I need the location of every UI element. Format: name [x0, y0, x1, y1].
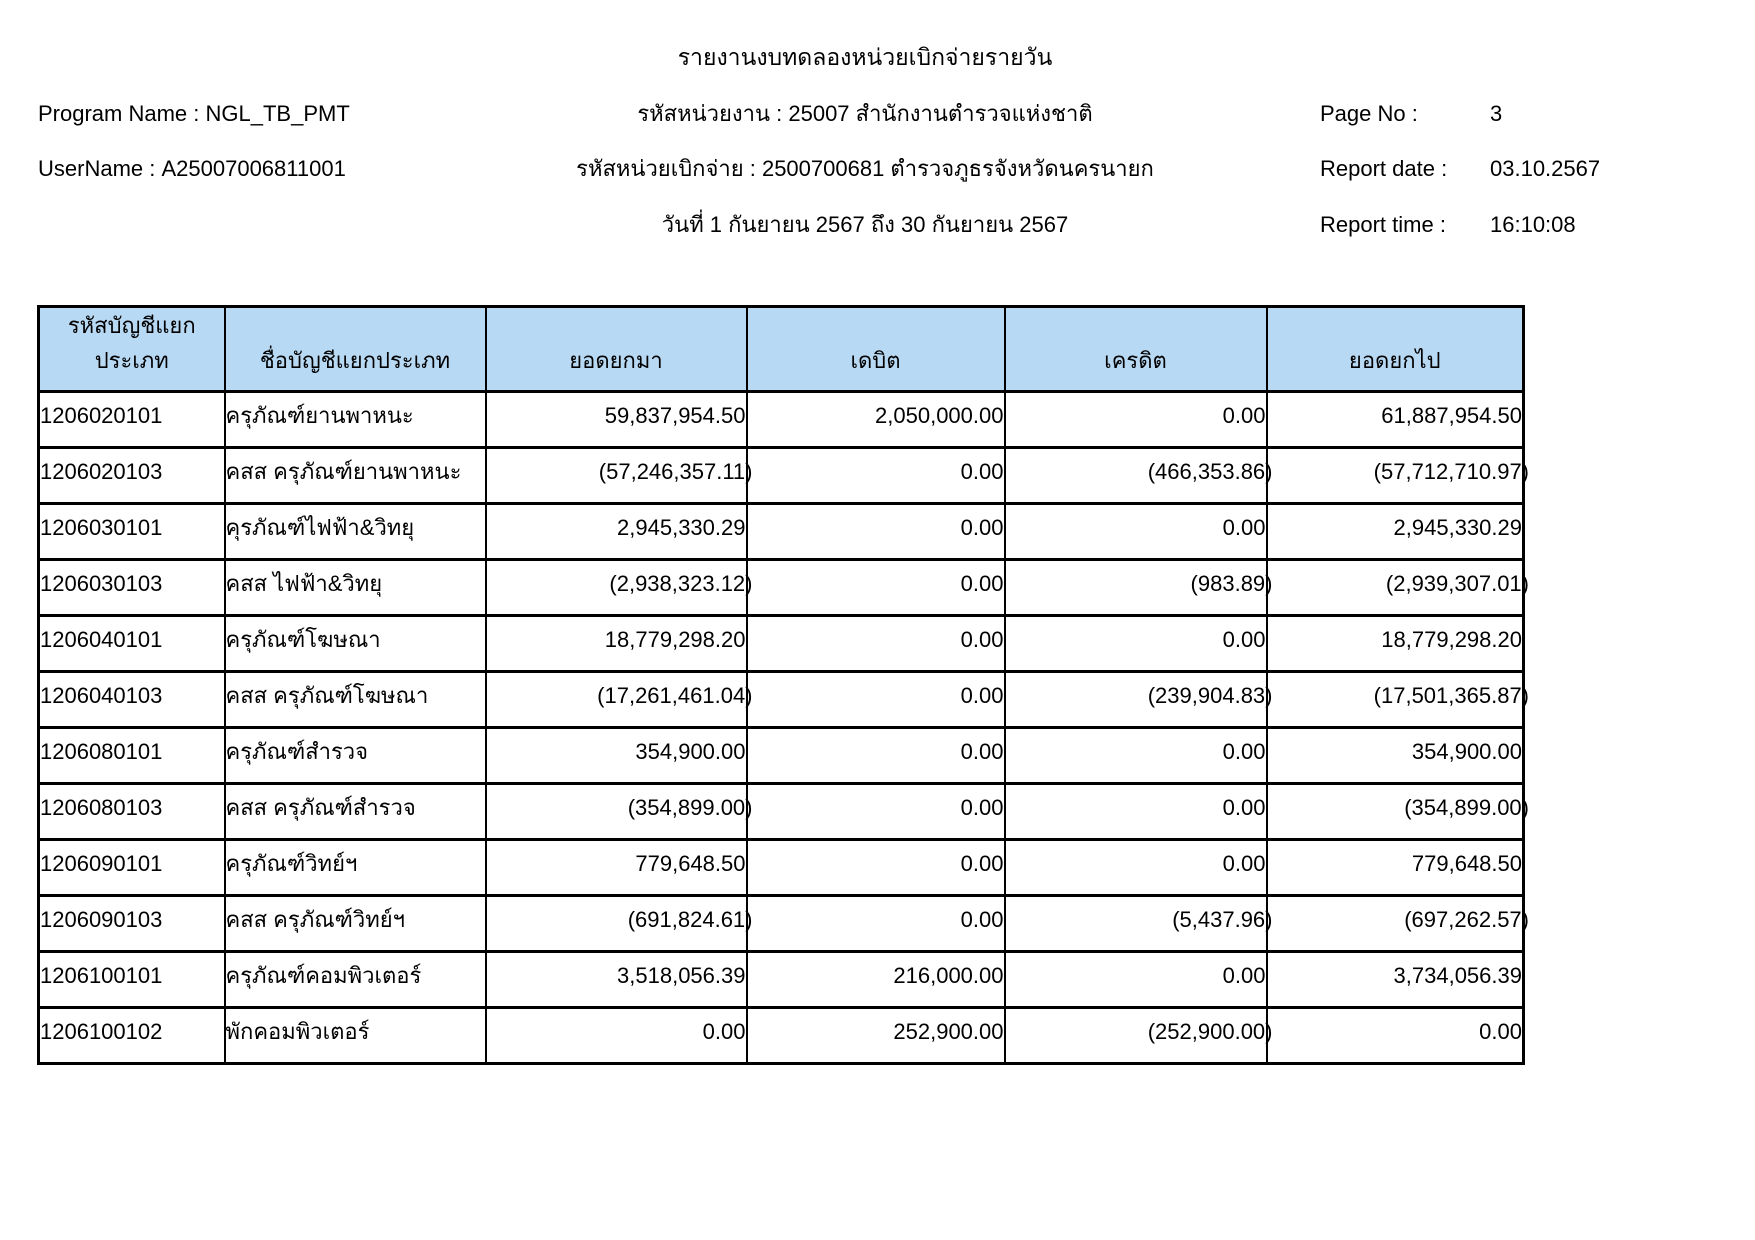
balance-forward-cell: (17,261,461.04): [486, 672, 747, 728]
balance-forward-cell: (57,246,357.11): [486, 448, 747, 504]
credit-cell: (239,904.83): [1005, 672, 1267, 728]
table-row: [39, 1008, 1524, 1064]
balance-carried-cell: 2,945,330.29: [1267, 504, 1524, 560]
table-body: [39, 392, 1529, 1064]
table-row: [39, 504, 1524, 560]
credit-cell: 0.00: [1005, 392, 1267, 448]
credit-cell: (5,437.96): [1005, 896, 1267, 952]
trial-balance-table: [37, 305, 1529, 1065]
debit-cell: 0.00: [747, 616, 1005, 672]
balance-carried-cell: (17,501,365.87): [1267, 672, 1524, 728]
debit-cell: 2,050,000.00: [747, 392, 1005, 448]
table-row: [39, 840, 1524, 896]
account-name-cell: ครุภัณฑ์วิทย์ฯ: [225, 840, 486, 896]
account-code-cell: 1206080101: [39, 728, 225, 784]
balance-forward-cell: (691,824.61): [486, 896, 747, 952]
account-code-cell: 1206100102: [39, 1008, 225, 1064]
account-code-cell: 1206030101: [39, 504, 225, 560]
balance-forward-cell: 0.00: [486, 1008, 747, 1064]
credit-cell: (983.89): [1005, 560, 1267, 616]
balance-carried-cell: (697,262.57): [1267, 896, 1524, 952]
balance-carried-cell: 779,648.50: [1267, 840, 1524, 896]
balance-carried-cell: 61,887,954.50: [1267, 392, 1524, 448]
debit-cell: 252,900.00: [747, 1008, 1005, 1064]
balance-forward-cell: (354,899.00): [486, 784, 747, 840]
table-header-row: [39, 307, 1524, 392]
disbursement-unit-line: รหัสหน่วยเบิกจ่าย : 2500700681 ตำรวจภูธรจังหวัดนครนายก: [576, 156, 1154, 181]
username-value: A25007006811001: [161, 156, 346, 181]
account-name-cell: คสส ครุภัณฑ์ยานพาหนะ: [225, 448, 486, 504]
debit-cell: 0.00: [747, 448, 1005, 504]
balance-carried-cell: 354,900.00: [1267, 728, 1524, 784]
credit-cell: (466,353.86): [1005, 448, 1267, 504]
balance-carried-cell: 0.00: [1267, 1008, 1524, 1064]
debit-cell: 0.00: [747, 728, 1005, 784]
account-name-cell: ครุภัณฑ์ยานพาหนะ: [225, 392, 486, 448]
table-row: [39, 728, 1524, 784]
table-row: [39, 672, 1524, 728]
username-label: UserName :: [38, 156, 156, 181]
balance-carried-cell: (2,939,307.01): [1267, 560, 1524, 616]
credit-cell: 0.00: [1005, 728, 1267, 784]
column-header: ชื่อบัญชีแยกประเภท: [225, 307, 486, 392]
balance-forward-cell: 18,779,298.20: [486, 616, 747, 672]
balance-forward-cell: (2,938,323.12): [486, 560, 747, 616]
balance-forward-cell: 3,518,056.39: [486, 952, 747, 1008]
debit-cell: 216,000.00: [747, 952, 1005, 1008]
account-code-cell: 1206030103: [39, 560, 225, 616]
credit-cell: 0.00: [1005, 504, 1267, 560]
report-date-label: Report date :: [1320, 156, 1448, 181]
balance-forward-cell: 779,648.50: [486, 840, 747, 896]
report-time-value: 16:10:08: [1490, 212, 1576, 237]
account-name-cell: พักคอมพิวเตอร์: [225, 1008, 486, 1064]
debit-cell: 0.00: [747, 840, 1005, 896]
table-row: [39, 448, 1524, 504]
account-code-cell: 1206090103: [39, 896, 225, 952]
account-name-cell: ครุภัณฑ์สำรวจ: [225, 728, 486, 784]
balance-carried-cell: 3,734,056.39: [1267, 952, 1524, 1008]
credit-cell: (252,900.00): [1005, 1008, 1267, 1064]
table-row: [39, 392, 1524, 448]
account-code-cell: 1206020101: [39, 392, 225, 448]
page-no-label: Page No :: [1320, 101, 1418, 126]
table-row: [39, 784, 1524, 840]
account-name-cell: คสส ครุภัณฑ์วิทย์ฯ: [225, 896, 486, 952]
account-name-cell: ครุภัณฑ์โฆษณา: [225, 616, 486, 672]
debit-cell: 0.00: [747, 896, 1005, 952]
account-code-cell: 1206040103: [39, 672, 225, 728]
debit-cell: 0.00: [747, 504, 1005, 560]
account-code-cell: 1206040101: [39, 616, 225, 672]
credit-cell: 0.00: [1005, 952, 1267, 1008]
report-title: รายงานงบทดลองหน่วยเบิกจ่ายรายวัน: [677, 44, 1053, 70]
account-name-cell: ครุภัณฑ์คอมพิวเตอร์: [225, 952, 486, 1008]
balance-forward-cell: 2,945,330.29: [486, 504, 747, 560]
table-row: [39, 952, 1524, 1008]
debit-cell: 0.00: [747, 672, 1005, 728]
table-row: [39, 896, 1524, 952]
balance-forward-cell: 59,837,954.50: [486, 392, 747, 448]
column-header: ยอดยกมา: [486, 307, 747, 392]
column-header: รหัสบัญชีแยกประเภท: [39, 307, 225, 392]
report-time-label: Report time :: [1320, 212, 1446, 237]
column-header: เครดิต: [1005, 307, 1267, 392]
page-no-value: 3: [1490, 101, 1503, 126]
balance-forward-cell: 354,900.00: [486, 728, 747, 784]
account-code-cell: 1206020103: [39, 448, 225, 504]
table-row: [39, 560, 1524, 616]
debit-cell: 0.00: [747, 784, 1005, 840]
account-code-cell: 1206090101: [39, 840, 225, 896]
account-name-cell: คสส ครุภัณฑ์โฆษณา: [225, 672, 486, 728]
credit-cell: 0.00: [1005, 840, 1267, 896]
balance-carried-cell: (57,712,710.97): [1267, 448, 1524, 504]
credit-cell: 0.00: [1005, 784, 1267, 840]
agency-code-line: รหัสหน่วยงาน : 25007 สำนักงานตำรวจแห่งชาติ: [637, 101, 1093, 126]
program-name-label: Program Name :: [38, 101, 200, 126]
program-name-value: NGL_TB_PMT: [205, 101, 350, 126]
account-code-cell: 1206080103: [39, 784, 225, 840]
account-name-cell: คุรภัณฑ์ไฟฟ้า&วิทยุ: [225, 504, 486, 560]
account-name-cell: คสส ไฟฟ้า&วิทยุ: [225, 560, 486, 616]
debit-cell: 0.00: [747, 560, 1005, 616]
account-code-cell: 1206100101: [39, 952, 225, 1008]
balance-carried-cell: (354,899.00): [1267, 784, 1524, 840]
account-name-cell: คสส ครุภัณฑ์สำรวจ: [225, 784, 486, 840]
column-header: ยอดยกไป: [1267, 307, 1524, 392]
balance-carried-cell: 18,779,298.20: [1267, 616, 1524, 672]
credit-cell: 0.00: [1005, 616, 1267, 672]
table-row: [39, 616, 1524, 672]
report-date-value: 03.10.2567: [1490, 156, 1601, 181]
date-range-line: วันที่ 1 กันยายน 2567 ถึง 30 กันยายน 2567: [661, 212, 1069, 237]
table-head: [39, 307, 1524, 392]
column-header: เดบิต: [747, 307, 1005, 392]
